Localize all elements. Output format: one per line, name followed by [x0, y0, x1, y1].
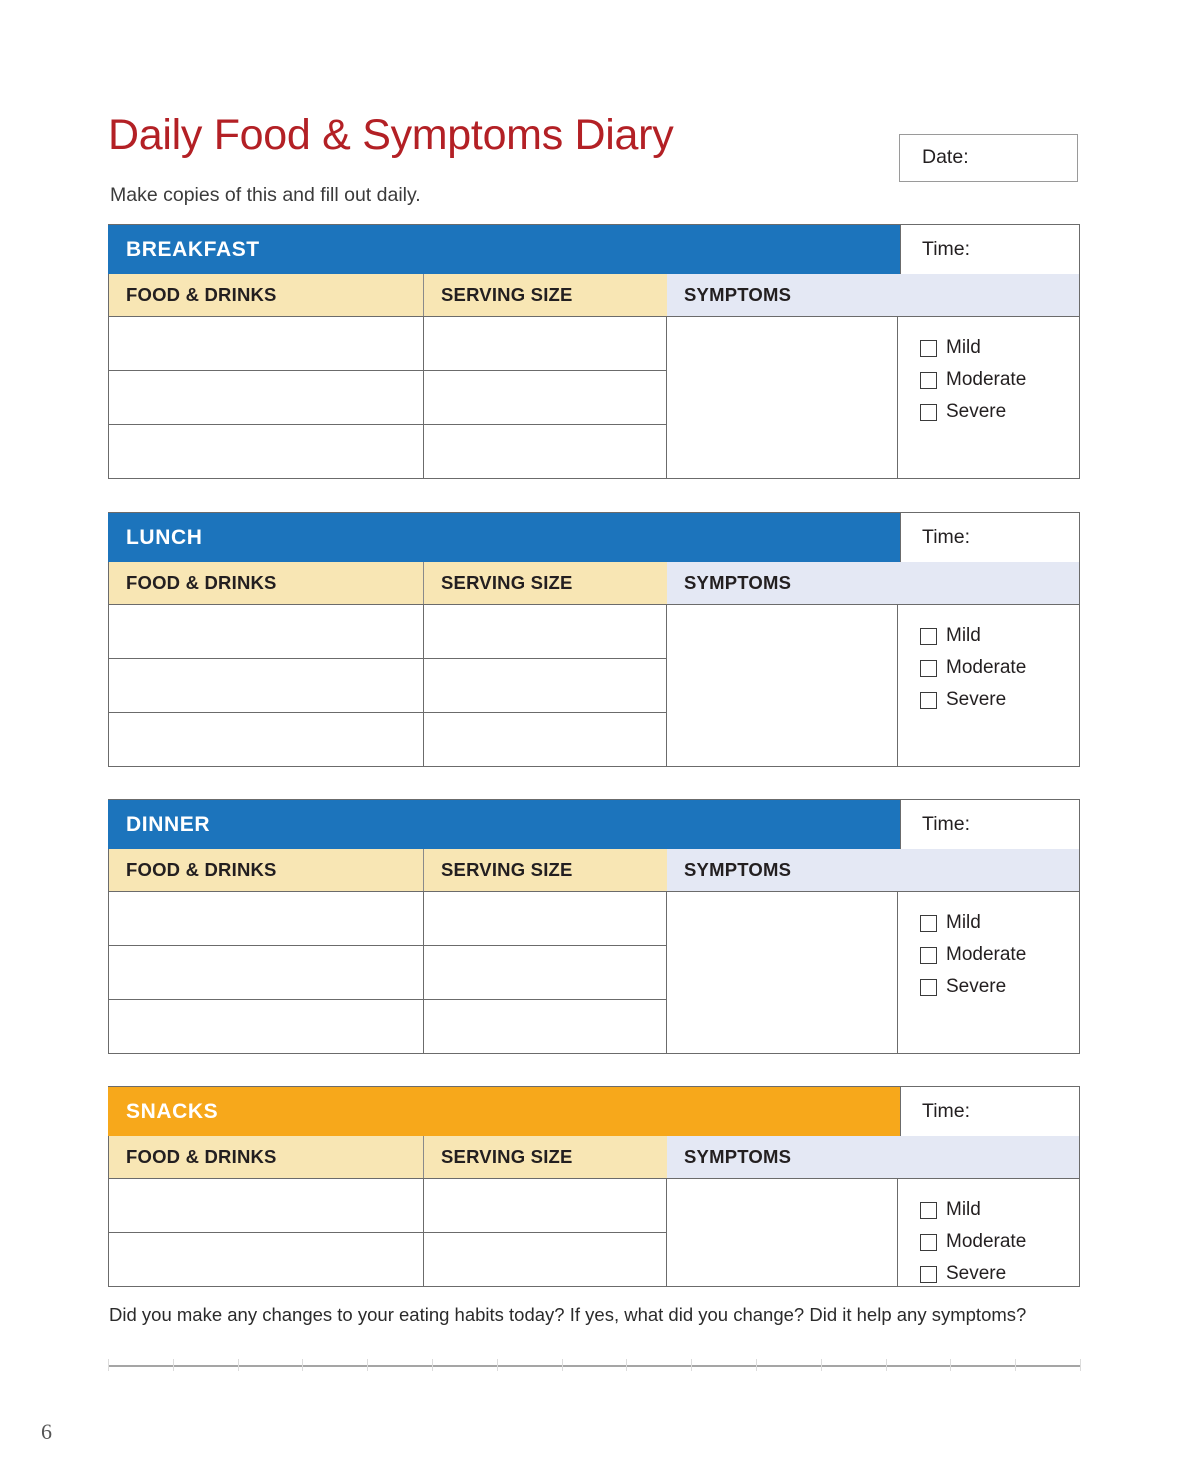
serving-size-cell[interactable] — [424, 1233, 666, 1287]
write-line-tick — [626, 1359, 627, 1371]
meal-header-bar — [108, 224, 1080, 274]
severity-option-moderate[interactable] — [920, 939, 1079, 971]
meal-body — [108, 317, 1080, 479]
column-header-symptoms-label: SYMPTOMS — [684, 859, 792, 880]
write-line-tick — [108, 1359, 109, 1371]
severity-option-label: Severe — [946, 401, 1007, 422]
serving-size-cell[interactable] — [424, 713, 666, 767]
serving-size-cell[interactable] — [424, 892, 666, 946]
serving-size-cell[interactable] — [424, 659, 666, 713]
checkbox-icon[interactable] — [920, 340, 937, 357]
column-header-food-label: FOOD & DRINKS — [126, 859, 277, 880]
column-header-serving-size — [424, 1136, 667, 1178]
serving-size-column — [424, 317, 667, 478]
severity-checkbox-group — [898, 605, 1079, 766]
column-header-symptoms-label: SYMPTOMS — [684, 1146, 792, 1167]
write-line-tick — [497, 1359, 498, 1371]
serving-size-cell[interactable] — [424, 946, 666, 1000]
meal-time-label: Time: — [922, 813, 971, 835]
food-entry-cell[interactable] — [109, 371, 423, 425]
checkbox-icon[interactable] — [920, 1266, 937, 1283]
column-header-symptoms — [667, 562, 1079, 604]
meal-time-label: Time: — [922, 238, 971, 260]
serving-size-cell[interactable] — [424, 605, 666, 659]
write-line-tick — [1015, 1359, 1016, 1371]
severity-option-label: Severe — [946, 976, 1007, 997]
serving-size-cell[interactable] — [424, 1000, 666, 1054]
write-line-tick — [691, 1359, 692, 1371]
severity-option-mild[interactable] — [920, 332, 1079, 364]
date-field[interactable] — [899, 134, 1078, 182]
page-title: Daily Food & Symptoms Diary — [108, 111, 674, 159]
page-number: 6 — [41, 1419, 52, 1444]
write-line-tick — [173, 1359, 174, 1371]
severity-option-label: Severe — [946, 1263, 1007, 1284]
meal-title: SNACKS — [126, 1099, 219, 1123]
meal-header-bar — [108, 512, 1080, 562]
food-entry-cell[interactable] — [109, 1179, 423, 1233]
severity-option-severe[interactable] — [920, 971, 1079, 1003]
column-header-serving-size — [424, 274, 667, 316]
write-line-tick — [302, 1359, 303, 1371]
serving-size-cell[interactable] — [424, 371, 666, 425]
severity-option-label: Mild — [946, 912, 981, 933]
serving-size-column — [424, 1179, 667, 1286]
serving-size-cell[interactable] — [424, 1179, 666, 1233]
food-entry-cell[interactable] — [109, 659, 423, 713]
food-entry-cell[interactable] — [109, 1000, 423, 1054]
meal-header-bar — [108, 1086, 1080, 1136]
meal-body — [108, 892, 1080, 1054]
symptoms-note-cell[interactable] — [667, 605, 898, 766]
food-entry-cell[interactable] — [109, 605, 423, 659]
severity-option-mild[interactable] — [920, 1194, 1079, 1226]
food-column — [109, 605, 424, 766]
severity-option-label: Moderate — [946, 944, 1027, 965]
severity-checkbox-group — [898, 1179, 1079, 1286]
column-header-food — [109, 1136, 424, 1178]
column-header-symptoms-label: SYMPTOMS — [684, 572, 792, 593]
write-line-tick — [367, 1359, 368, 1371]
checkbox-icon[interactable] — [920, 692, 937, 709]
severity-option-moderate[interactable] — [920, 1226, 1079, 1258]
column-header-food-label: FOOD & DRINKS — [126, 1146, 277, 1167]
column-header-row — [108, 849, 1080, 892]
meal-time-field[interactable] — [900, 800, 1079, 849]
food-entry-cell[interactable] — [109, 317, 423, 371]
symptoms-note-cell[interactable] — [667, 892, 898, 1053]
food-column — [109, 892, 424, 1053]
checkbox-icon[interactable] — [920, 1202, 937, 1219]
checkbox-icon[interactable] — [920, 1234, 937, 1251]
checkbox-icon[interactable] — [920, 628, 937, 645]
food-entry-cell[interactable] — [109, 713, 423, 767]
column-header-row — [108, 1136, 1080, 1179]
severity-checkbox-group — [898, 317, 1079, 478]
meal-time-label: Time: — [922, 526, 971, 548]
food-column — [109, 317, 424, 478]
column-header-row — [108, 274, 1080, 317]
write-line-tick — [886, 1359, 887, 1371]
severity-option-mild[interactable] — [920, 907, 1079, 939]
severity-option-severe[interactable] — [920, 684, 1079, 716]
meal-title: DINNER — [126, 812, 211, 836]
severity-option-label: Mild — [946, 1199, 981, 1220]
meal-section-snacks — [108, 1086, 1080, 1287]
checkbox-icon[interactable] — [920, 660, 937, 677]
serving-size-cell[interactable] — [424, 425, 666, 479]
serving-size-column — [424, 605, 667, 766]
checkbox-icon[interactable] — [920, 979, 937, 996]
meal-title: BREAKFAST — [126, 237, 260, 261]
answer-write-line[interactable] — [108, 1364, 1080, 1367]
answer-rule — [108, 1365, 1080, 1367]
severity-option-severe[interactable] — [920, 1258, 1079, 1290]
column-header-serving-size-label: SERVING SIZE — [441, 1146, 573, 1167]
checkbox-icon[interactable] — [920, 372, 937, 389]
write-line-tick — [950, 1359, 951, 1371]
food-entry-cell[interactable] — [109, 892, 423, 946]
severity-option-severe[interactable] — [920, 396, 1079, 428]
write-line-tick — [432, 1359, 433, 1371]
meal-header-bar — [108, 799, 1080, 849]
checkbox-icon[interactable] — [920, 404, 937, 421]
column-header-serving-size — [424, 562, 667, 604]
page-subtitle: Make copies of this and fill out daily. — [110, 184, 421, 206]
eating-habits-question: Did you make any changes to your eating habits today? If yes, what did you change? Did it help any symptoms? — [109, 1304, 1027, 1325]
symptoms-note-cell[interactable] — [667, 1179, 898, 1286]
column-header-food — [109, 274, 424, 316]
column-header-food-label: FOOD & DRINKS — [126, 284, 277, 305]
severity-option-label: Moderate — [946, 369, 1027, 390]
symptoms-note-cell[interactable] — [667, 317, 898, 478]
meal-title-block — [108, 800, 900, 849]
write-line-tick — [821, 1359, 822, 1371]
meal-section-lunch — [108, 512, 1080, 767]
serving-size-column — [424, 892, 667, 1053]
serving-size-cell[interactable] — [424, 317, 666, 371]
food-entry-cell[interactable] — [109, 1233, 423, 1287]
meal-section-dinner — [108, 799, 1080, 1054]
column-header-serving-size-label: SERVING SIZE — [441, 572, 573, 593]
column-header-row — [108, 562, 1080, 605]
meal-section-breakfast — [108, 224, 1080, 479]
meal-title-block — [108, 513, 900, 562]
meal-title-block — [108, 1087, 900, 1136]
column-header-serving-size-label: SERVING SIZE — [441, 284, 573, 305]
severity-option-moderate[interactable] — [920, 364, 1079, 396]
severity-checkbox-group — [898, 892, 1079, 1053]
write-line-tick — [562, 1359, 563, 1371]
meal-title: LUNCH — [126, 525, 203, 549]
severity-option-moderate[interactable] — [920, 652, 1079, 684]
severity-option-label: Moderate — [946, 1231, 1027, 1252]
food-column — [109, 1179, 424, 1286]
meal-time-label: Time: — [922, 1100, 971, 1122]
severity-option-label: Moderate — [946, 657, 1027, 678]
column-header-symptoms-label: SYMPTOMS — [684, 284, 792, 305]
meal-body — [108, 1179, 1080, 1287]
write-line-tick — [238, 1359, 239, 1371]
column-header-serving-size-label: SERVING SIZE — [441, 859, 573, 880]
column-header-food — [109, 849, 424, 891]
meal-title-block — [108, 225, 900, 274]
meal-body — [108, 605, 1080, 767]
column-header-symptoms — [667, 1136, 1079, 1178]
meal-time-field[interactable] — [900, 225, 1079, 274]
severity-option-label: Mild — [946, 337, 981, 358]
column-header-food — [109, 562, 424, 604]
column-header-symptoms — [667, 849, 1079, 891]
severity-option-mild[interactable] — [920, 620, 1079, 652]
checkbox-icon[interactable] — [920, 915, 937, 932]
write-line-tick — [1080, 1359, 1081, 1371]
food-entry-cell[interactable] — [109, 946, 423, 1000]
meal-time-field[interactable] — [900, 513, 1079, 562]
column-header-symptoms — [667, 274, 1079, 316]
column-header-food-label: FOOD & DRINKS — [126, 572, 277, 593]
severity-option-label: Mild — [946, 625, 981, 646]
checkbox-icon[interactable] — [920, 947, 937, 964]
severity-option-label: Severe — [946, 689, 1007, 710]
date-label: Date: — [922, 146, 969, 168]
food-entry-cell[interactable] — [109, 425, 423, 479]
write-line-tick — [756, 1359, 757, 1371]
meal-time-field[interactable] — [900, 1087, 1079, 1136]
column-header-serving-size — [424, 849, 667, 891]
